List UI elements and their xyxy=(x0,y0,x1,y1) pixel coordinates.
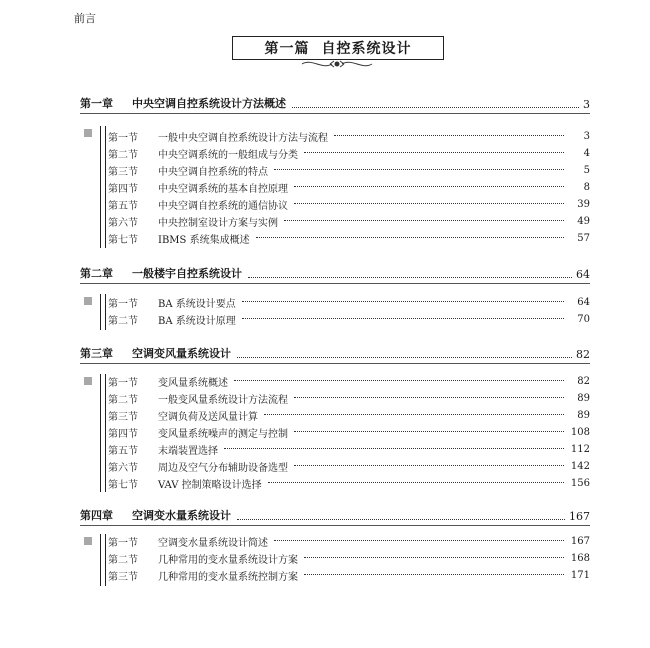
section-number: 第一节 xyxy=(108,133,138,144)
section-number: 第一节 xyxy=(108,378,138,389)
section-row[interactable] xyxy=(108,475,590,492)
dot-leader xyxy=(294,464,564,466)
section-row[interactable] xyxy=(108,230,590,247)
section-number: 第六节 xyxy=(108,463,138,474)
section-number: 第七节 xyxy=(108,480,138,491)
section-number: 第三节 xyxy=(108,167,138,178)
dot-leader xyxy=(304,556,564,558)
dot-leader xyxy=(304,573,564,575)
section-title: IBMS 系统集成概述 xyxy=(158,235,250,246)
section-page: 49 xyxy=(577,216,590,227)
section-page: 108 xyxy=(570,427,590,438)
dot-leader xyxy=(294,202,564,204)
chapter-row[interactable] xyxy=(80,94,590,114)
ornament-flourish xyxy=(300,58,374,70)
bracket-line xyxy=(100,534,106,586)
section-page: 4 xyxy=(583,148,590,159)
section-group xyxy=(80,292,590,332)
part-title-box xyxy=(232,36,444,60)
chapter-page: 167 xyxy=(569,510,590,523)
dot-leader xyxy=(237,356,572,358)
square-marker-icon xyxy=(84,297,92,305)
chapter-number: 第二章 xyxy=(80,267,113,280)
section-title: VAV 控制策略设计选择 xyxy=(158,480,262,491)
section-number: 第三节 xyxy=(108,412,138,423)
section-row[interactable] xyxy=(108,567,590,584)
dot-leader xyxy=(334,134,564,136)
section-page: 89 xyxy=(577,410,590,421)
section-number: 第二节 xyxy=(108,555,138,566)
section-page: 57 xyxy=(577,233,590,244)
dot-leader xyxy=(268,481,564,483)
dot-leader xyxy=(274,539,564,541)
section-group xyxy=(80,532,590,588)
section-page: 8 xyxy=(583,182,590,193)
section-page: 82 xyxy=(577,376,590,387)
dot-leader xyxy=(242,300,564,302)
section-title: 中央空调系统的一般组成与分类 xyxy=(158,150,298,161)
section-row[interactable] xyxy=(108,550,590,567)
part-label: 第一篇 xyxy=(264,41,310,57)
chapter-number: 第三章 xyxy=(80,347,113,360)
section-title: BA 系统设计要点 xyxy=(158,299,236,310)
dot-leader xyxy=(284,219,564,221)
chapter-title: 空调变水量系统设计 xyxy=(132,509,231,522)
chapter-row[interactable] xyxy=(80,264,590,284)
section-row[interactable] xyxy=(108,145,590,162)
dot-leader xyxy=(264,413,564,415)
section-number: 第六节 xyxy=(108,218,138,229)
section-title: 几种常用的变水量系统设计方案 xyxy=(158,555,298,566)
section-page: 168 xyxy=(570,553,590,564)
section-row[interactable] xyxy=(108,407,590,424)
section-number: 第四节 xyxy=(108,429,138,440)
section-title: 一般变风量系统设计方法流程 xyxy=(158,395,288,406)
bracket-line xyxy=(100,294,106,330)
dot-leader xyxy=(294,185,564,187)
dot-leader xyxy=(256,236,564,238)
section-title: BA 系统设计原理 xyxy=(158,316,236,327)
section-page: 3 xyxy=(583,131,590,142)
dot-leader xyxy=(248,276,572,278)
chapter-row[interactable] xyxy=(80,344,590,364)
chapter-page: 64 xyxy=(576,268,590,281)
section-title: 一般中央空调自控系统设计方法与流程 xyxy=(158,133,328,144)
chapter-row[interactable] xyxy=(80,506,590,526)
section-title: 周边及空气分布辅助设备选型 xyxy=(158,463,288,474)
section-row[interactable] xyxy=(108,162,590,179)
section-number: 第三节 xyxy=(108,572,138,583)
dot-leader xyxy=(237,518,565,520)
section-title: 中央空调自控系统的特点 xyxy=(158,167,268,178)
section-row[interactable] xyxy=(108,533,590,550)
section-page: 64 xyxy=(577,297,590,308)
part-title: 自控系统设计 xyxy=(321,41,412,57)
section-title: 几种常用的变水量系统控制方案 xyxy=(158,572,298,583)
section-page: 142 xyxy=(570,461,590,472)
chapter-page: 3 xyxy=(583,98,590,111)
dot-leader xyxy=(304,151,564,153)
section-page: 5 xyxy=(583,165,590,176)
dot-leader xyxy=(294,396,564,398)
section-row[interactable] xyxy=(108,390,590,407)
dot-leader xyxy=(234,379,564,381)
dot-leader xyxy=(224,447,564,449)
chapter-page: 82 xyxy=(576,348,590,361)
section-title: 空调负荷及送风量计算 xyxy=(158,412,258,423)
bracket-line xyxy=(100,374,106,492)
section-number: 第一节 xyxy=(108,299,138,310)
section-row[interactable] xyxy=(108,213,590,230)
section-number: 第二节 xyxy=(108,150,138,161)
dot-leader xyxy=(242,317,564,319)
section-title: 中央空调系统的基本自控原理 xyxy=(158,184,288,195)
section-page: 156 xyxy=(570,478,590,489)
chapter-number: 第一章 xyxy=(80,97,113,110)
section-group xyxy=(80,372,590,494)
section-title: 变风量系统噪声的测定与控制 xyxy=(158,429,288,440)
section-row[interactable] xyxy=(108,128,590,145)
chapter-title: 空调变风量系统设计 xyxy=(132,347,231,360)
section-row[interactable] xyxy=(108,179,590,196)
section-row[interactable] xyxy=(108,311,590,328)
square-marker-icon xyxy=(84,129,92,137)
section-number: 第二节 xyxy=(108,395,138,406)
section-number: 第二节 xyxy=(108,316,138,327)
section-number: 第四节 xyxy=(108,184,138,195)
section-row[interactable] xyxy=(108,424,590,441)
section-row[interactable] xyxy=(108,196,590,213)
running-head: 前言 xyxy=(74,12,96,25)
section-page: 167 xyxy=(570,536,590,547)
section-title: 末端装置选择 xyxy=(158,446,218,457)
section-row[interactable] xyxy=(108,294,590,311)
section-page: 112 xyxy=(570,444,590,455)
dot-leader xyxy=(274,168,564,170)
section-number: 第五节 xyxy=(108,201,138,212)
square-marker-icon xyxy=(84,377,92,385)
dot-leader xyxy=(294,430,564,432)
section-number: 第七节 xyxy=(108,235,138,246)
square-marker-icon xyxy=(84,537,92,545)
chapter-title: 中央空调自控系统设计方法概述 xyxy=(132,97,286,110)
section-row[interactable] xyxy=(108,373,590,390)
section-page: 39 xyxy=(577,199,590,210)
section-number: 第五节 xyxy=(108,446,138,457)
section-title: 中央控制室设计方案与实例 xyxy=(158,218,278,229)
section-group xyxy=(80,124,590,250)
section-row[interactable] xyxy=(108,441,590,458)
section-row[interactable] xyxy=(108,458,590,475)
section-page: 70 xyxy=(577,314,590,325)
bracket-line xyxy=(100,126,106,248)
section-title: 空调变水量系统设计简述 xyxy=(158,538,268,549)
chapter-title: 一般楼宇自控系统设计 xyxy=(132,267,242,280)
section-page: 171 xyxy=(570,570,590,581)
chapter-number: 第四章 xyxy=(80,509,113,522)
section-title: 中央空调自控系统的通信协议 xyxy=(158,201,288,212)
section-page: 89 xyxy=(577,393,590,404)
section-number: 第一节 xyxy=(108,538,138,549)
dot-leader xyxy=(292,106,579,108)
section-title: 变风量系统概述 xyxy=(158,378,228,389)
